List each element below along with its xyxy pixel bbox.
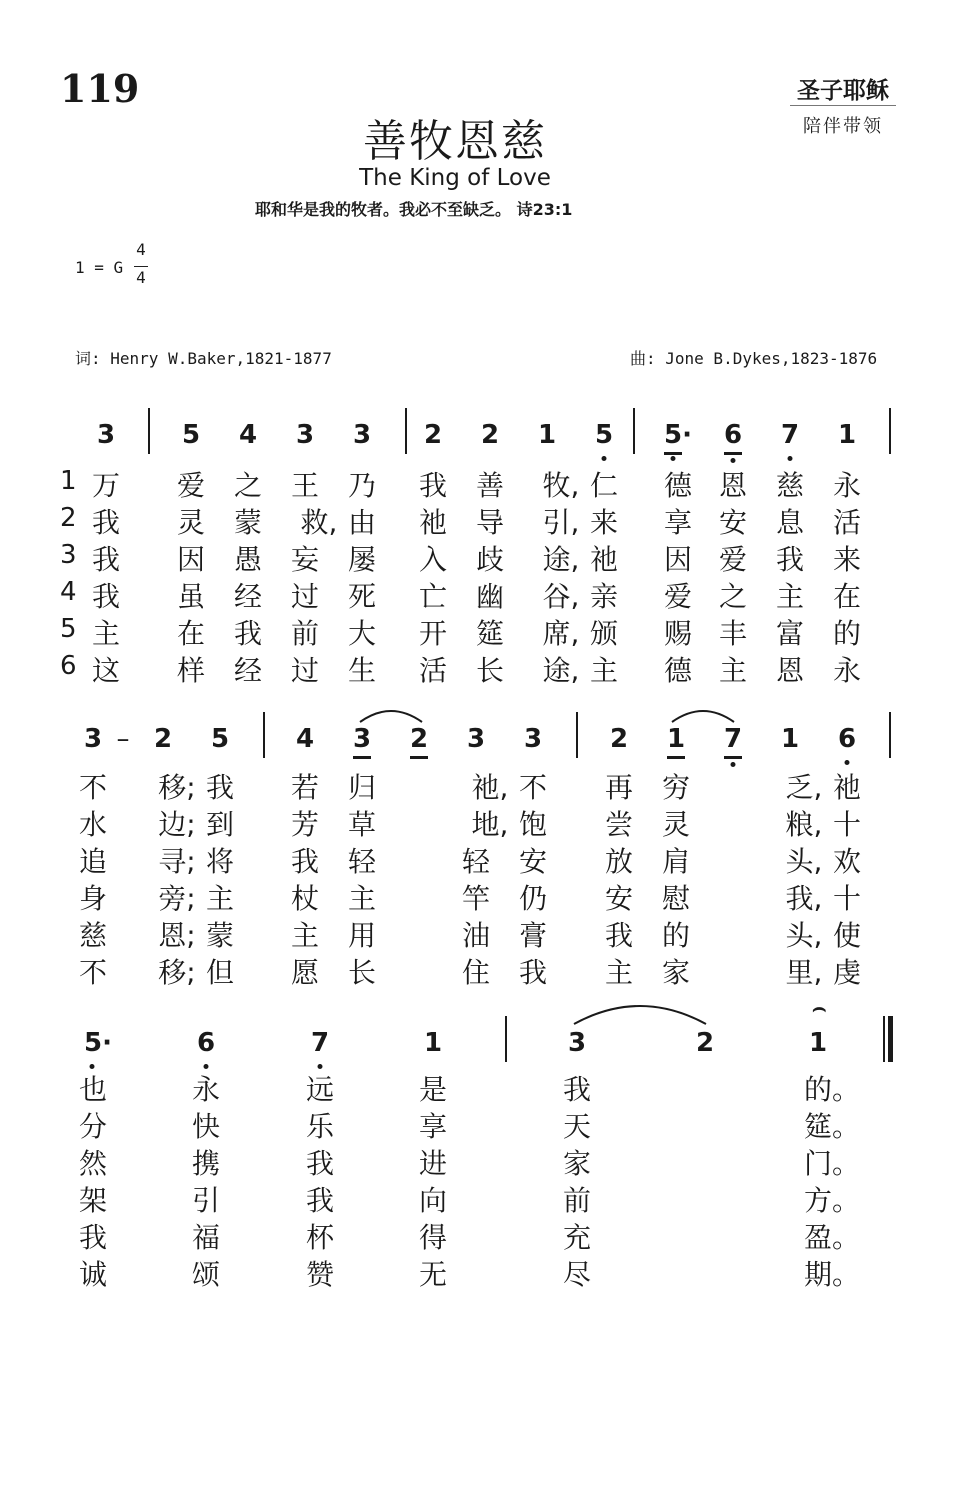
subcategory-label: 陪伴带领: [803, 116, 883, 137]
underline-half-beat: [664, 452, 682, 455]
lyric-syllable: 引,: [542, 506, 580, 539]
lyric-syllable: 赞: [305, 1258, 335, 1291]
lyric-syllable: 入: [418, 543, 448, 576]
barline: [576, 712, 578, 758]
lyric-syllable: 不: [518, 771, 548, 804]
underline-half-beat: [353, 756, 371, 759]
note: 1: [537, 420, 557, 450]
lyric-syllable: 仍: [518, 882, 548, 915]
lyric-syllable: 愚: [233, 543, 263, 576]
lyric-syllable: 主: [290, 919, 320, 952]
lyric-syllable: 乏,: [785, 771, 823, 804]
lyric-syllable: 长: [347, 956, 377, 989]
lyric-syllable: 但: [205, 956, 235, 989]
lyric-syllable: 丰: [718, 617, 748, 650]
lyric-syllable: 爱: [718, 543, 748, 576]
note: 1: [666, 724, 686, 754]
lyric-syllable: 祂: [832, 771, 862, 804]
time-signature-line: [134, 266, 148, 267]
lyric-syllable: 慈: [775, 469, 805, 502]
low-octave-dot: [788, 456, 793, 461]
lyric-syllable: 我: [233, 617, 263, 650]
lyric-syllable: 旁;: [158, 882, 196, 915]
lyric-syllable: 爱: [176, 469, 206, 502]
note: 4: [295, 724, 315, 754]
note: 2: [609, 724, 629, 754]
low-octave-dot: [671, 456, 676, 461]
lyric-syllable: 妄: [290, 543, 320, 576]
lyric-syllable: 亡: [418, 580, 448, 613]
lyric-syllable: 架: [78, 1184, 108, 1217]
lyric-syllable: 再: [604, 771, 634, 804]
slur: [668, 704, 738, 724]
underline-half-beat: [667, 756, 685, 759]
note: 5: [181, 420, 201, 450]
note: 5·: [84, 1028, 112, 1058]
lyric-syllable: 我: [78, 1221, 108, 1254]
lyric-syllable: 途,: [542, 654, 580, 687]
verse-number: 4: [60, 577, 77, 607]
lyric-syllable: 恩: [718, 469, 748, 502]
lyric-syllable: 过: [290, 580, 320, 613]
lyric-syllable: 富: [775, 617, 805, 650]
low-octave-dot: [845, 760, 850, 765]
lyric-syllable: 祂,: [471, 771, 509, 804]
barline: [148, 408, 150, 454]
lyric-syllable: 将: [205, 845, 235, 878]
hymn-title-english: The King of Love: [359, 165, 551, 191]
lyric-syllable: 得: [418, 1221, 448, 1254]
lyric-syllable: 轻: [347, 845, 377, 878]
lyric-syllable: 方。: [803, 1184, 861, 1217]
lyric-syllable: 救,: [300, 506, 338, 539]
lyric-syllable: 归: [347, 771, 377, 804]
lyric-syllable: 分: [78, 1110, 108, 1143]
lyric-syllable: 穷: [661, 771, 691, 804]
note: 4: [238, 420, 258, 450]
lyric-syllable: 德: [663, 654, 693, 687]
lyric-syllable: 向: [418, 1184, 448, 1217]
lyricist-credit: 词: Henry W.Baker,1821-1877: [75, 349, 332, 368]
lyric-syllable: 祂: [418, 506, 448, 539]
lyric-syllable: 来: [589, 506, 619, 539]
lyric-syllable: 无: [418, 1258, 448, 1291]
fermata-icon: ⌢: [812, 996, 827, 1021]
lyric-syllable: 我: [290, 845, 320, 878]
lyric-syllable: 杖: [290, 882, 320, 915]
lyric-syllable: 膏: [518, 919, 548, 952]
note: 1: [780, 724, 800, 754]
lyric-syllable: 虔: [832, 956, 862, 989]
barline: [889, 408, 891, 454]
lyric-syllable: 杯: [305, 1221, 335, 1254]
note: 3: [295, 420, 315, 450]
lyric-syllable: 主: [589, 654, 619, 687]
category-divider: [790, 105, 896, 106]
lyric-syllable: 家: [562, 1147, 592, 1180]
lyric-syllable: 长: [475, 654, 505, 687]
lyric-syllable: 死: [347, 580, 377, 613]
note: 5: [594, 420, 614, 450]
note: 2: [423, 420, 443, 450]
lyric-syllable: 歧: [475, 543, 505, 576]
lyric-syllable: 这: [91, 654, 121, 687]
dash-hold: –: [116, 724, 130, 754]
lyric-syllable: 十: [832, 882, 862, 915]
low-octave-dot: [731, 458, 736, 463]
slur: [356, 704, 426, 724]
lyric-syllable: 头,: [785, 845, 823, 878]
lyric-syllable: 筵: [475, 617, 505, 650]
lyric-syllable: 追: [78, 845, 108, 878]
final-barline-thin: [883, 1016, 885, 1062]
lyric-syllable: 爱: [663, 580, 693, 613]
music-line-1: [0, 420, 955, 466]
lyric-syllable: 尽: [562, 1258, 592, 1291]
lyric-syllable: 寻;: [158, 845, 196, 878]
barline: [263, 712, 265, 758]
lyric-syllable: 引: [191, 1184, 221, 1217]
lyric-syllable: 享: [418, 1110, 448, 1143]
lyric-syllable: 主: [775, 580, 805, 613]
composer-credit: 曲: Jone B.Dykes,1823-1876: [630, 349, 878, 368]
note: 1: [837, 420, 857, 450]
note: 3: [96, 420, 116, 450]
verse-number: 1: [60, 466, 77, 496]
lyric-syllable: 携: [191, 1147, 221, 1180]
lyric-syllable: 我: [305, 1147, 335, 1180]
hymn-number: 119: [60, 66, 140, 111]
lyric-syllable: 灵: [176, 506, 206, 539]
underline-half-beat: [410, 756, 428, 759]
note: 3: [352, 724, 372, 754]
barline: [405, 408, 407, 454]
note: 3: [466, 724, 486, 754]
low-octave-dot: [602, 456, 607, 461]
lyric-syllable: 乐: [305, 1110, 335, 1143]
music-line-2: [0, 724, 955, 770]
lyric-syllable: 谷,: [542, 580, 580, 613]
lyric-syllable: 草: [347, 808, 377, 841]
lyric-syllable: 安: [718, 506, 748, 539]
lyric-syllable: 期。: [803, 1258, 861, 1291]
lyric-syllable: 诚: [78, 1258, 108, 1291]
note: 3: [83, 724, 103, 754]
lyric-syllable: 席,: [542, 617, 580, 650]
lyric-syllable: 粮,: [785, 808, 823, 841]
category-label: 圣子耶稣: [797, 78, 889, 104]
note: 2: [153, 724, 173, 754]
note: 6: [196, 1028, 216, 1058]
lyric-syllable: 轻: [461, 845, 491, 878]
lyric-syllable: 用: [347, 919, 377, 952]
underline-half-beat: [724, 452, 742, 455]
lyric-syllable: 之: [233, 469, 263, 502]
note: 5·: [664, 420, 692, 450]
lyric-syllable: 移;: [158, 956, 196, 989]
lyric-syllable: 安: [604, 882, 634, 915]
note: 7: [780, 420, 800, 450]
lyric-syllable: 若: [290, 771, 320, 804]
lyric-syllable: 途,: [542, 543, 580, 576]
note: 1: [808, 1028, 828, 1058]
note: 6: [837, 724, 857, 754]
note: 7: [310, 1028, 330, 1058]
lyric-syllable: 快: [191, 1110, 221, 1143]
lyric-syllable: 远: [305, 1073, 335, 1106]
lyric-syllable: 由: [347, 506, 377, 539]
lyric-syllable: 我: [562, 1073, 592, 1106]
barline: [889, 712, 891, 758]
lyric-syllable: 永: [832, 469, 862, 502]
scripture-reference: 耶和华是我的牧者。我必不至缺乏。 诗23:1: [255, 200, 573, 219]
lyric-syllable: 我,: [785, 882, 823, 915]
lyric-syllable: 我: [205, 771, 235, 804]
lyric-syllable: 屡: [347, 543, 377, 576]
lyric-syllable: 主: [347, 882, 377, 915]
lyric-syllable: 慰: [661, 882, 691, 915]
lyric-syllable: 在: [832, 580, 862, 613]
lyric-syllable: 饱: [518, 808, 548, 841]
lyric-syllable: 灵: [661, 808, 691, 841]
time-signature-bottom: 4: [136, 268, 146, 287]
lyric-syllable: 不: [78, 771, 108, 804]
lyric-syllable: 边;: [158, 808, 196, 841]
lyric-syllable: 蒙: [205, 919, 235, 952]
lyric-syllable: 愿: [290, 956, 320, 989]
lyric-syllable: 乃: [347, 469, 377, 502]
lyric-syllable: 颁: [589, 617, 619, 650]
lyric-syllable: 的: [661, 919, 691, 952]
lyric-syllable: 蒙: [233, 506, 263, 539]
lyric-syllable: 活: [418, 654, 448, 687]
lyric-syllable: 过: [290, 654, 320, 687]
lyric-syllable: 尝: [604, 808, 634, 841]
verse-number: 5: [60, 614, 77, 644]
lyric-syllable: 主: [91, 617, 121, 650]
note: 3: [352, 420, 372, 450]
lyric-syllable: 善: [475, 469, 505, 502]
lyric-syllable: 安: [518, 845, 548, 878]
lyric-syllable: 充: [562, 1221, 592, 1254]
lyric-syllable: 地,: [471, 808, 509, 841]
underline-half-beat: [724, 756, 742, 759]
lyric-syllable: 颂: [191, 1258, 221, 1291]
lyric-syllable: 主: [604, 956, 634, 989]
lyric-syllable: 赐: [663, 617, 693, 650]
lyric-syllable: 家: [661, 956, 691, 989]
lyric-syllable: 也: [78, 1073, 108, 1106]
lyric-syllable: 息: [775, 506, 805, 539]
lyric-syllable: 永: [832, 654, 862, 687]
lyric-syllable: 恩;: [158, 919, 196, 952]
lyric-syllable: 经: [233, 580, 263, 613]
low-octave-dot: [731, 762, 736, 767]
lyric-syllable: 前: [562, 1184, 592, 1217]
lyric-syllable: 十: [832, 808, 862, 841]
note: 3: [567, 1028, 587, 1058]
lyric-syllable: 主: [718, 654, 748, 687]
lyric-syllable: 筵。: [803, 1110, 861, 1143]
verse-number: 2: [60, 503, 77, 533]
lyric-syllable: 我: [775, 543, 805, 576]
lyric-syllable: 身: [78, 882, 108, 915]
lyric-syllable: 移;: [158, 771, 196, 804]
lyric-syllable: 享: [663, 506, 693, 539]
lyric-syllable: 样: [176, 654, 206, 687]
lyric-syllable: 德: [663, 469, 693, 502]
lyric-syllable: 不: [78, 956, 108, 989]
lyric-syllable: 在: [176, 617, 206, 650]
lyric-syllable: 慈: [78, 919, 108, 952]
lyric-syllable: 竿: [461, 882, 491, 915]
lyric-syllable: 到: [205, 808, 235, 841]
barline: [633, 408, 635, 454]
lyric-syllable: 开: [418, 617, 448, 650]
verse-number: 3: [60, 540, 77, 570]
note: 7: [723, 724, 743, 754]
lyric-syllable: 住: [461, 956, 491, 989]
note: 1: [423, 1028, 443, 1058]
final-barline-thick: [888, 1016, 893, 1062]
time-signature-top: 4: [136, 240, 146, 259]
note: 2: [409, 724, 429, 754]
note: 6: [723, 420, 743, 450]
lyric-syllable: 盈。: [803, 1221, 861, 1254]
note: 2: [695, 1028, 715, 1058]
lyric-syllable: 肩: [661, 845, 691, 878]
lyric-syllable: 是: [418, 1073, 448, 1106]
lyric-syllable: 前: [290, 617, 320, 650]
lyric-syllable: 我: [91, 543, 121, 576]
lyric-syllable: 来: [832, 543, 862, 576]
lyric-syllable: 经: [233, 654, 263, 687]
lyric-syllable: 然: [78, 1147, 108, 1180]
lyric-syllable: 祂: [589, 543, 619, 576]
lyric-syllable: 我: [604, 919, 634, 952]
lyric-syllable: 我: [91, 580, 121, 613]
lyric-syllable: 我: [518, 956, 548, 989]
lyric-syllable: 水: [78, 808, 108, 841]
lyric-syllable: 万: [91, 469, 121, 502]
lyric-syllable: 进: [418, 1147, 448, 1180]
lyric-syllable: 的。: [803, 1073, 861, 1106]
lyric-syllable: 因: [176, 543, 206, 576]
lyric-syllable: 牧,: [542, 469, 580, 502]
lyric-syllable: 活: [832, 506, 862, 539]
lyric-syllable: 我: [91, 506, 121, 539]
lyric-syllable: 生: [347, 654, 377, 687]
lyric-syllable: 仁: [589, 469, 619, 502]
note: 2: [480, 420, 500, 450]
lyric-syllable: 导: [475, 506, 505, 539]
lyric-syllable: 我: [418, 469, 448, 502]
lyric-syllable: 芳: [290, 808, 320, 841]
slur: [570, 998, 710, 1026]
lyric-syllable: 恩: [775, 654, 805, 687]
lyric-syllable: 虽: [176, 580, 206, 613]
lyric-syllable: 的: [832, 617, 862, 650]
lyric-syllable: 使: [832, 919, 862, 952]
lyric-syllable: 欢: [832, 845, 862, 878]
note: 3: [523, 724, 543, 754]
lyric-syllable: 天: [562, 1110, 592, 1143]
lyric-syllable: 亲: [589, 580, 619, 613]
lyric-syllable: 王: [290, 469, 320, 502]
note: 5: [210, 724, 230, 754]
lyric-syllable: 里,: [785, 956, 823, 989]
hymn-title: 善牧恩慈: [363, 116, 547, 167]
verse-number: 6: [60, 651, 77, 681]
key-signature: 1 = G: [75, 258, 124, 277]
lyric-syllable: 之: [718, 580, 748, 613]
lyric-syllable: 油: [461, 919, 491, 952]
lyric-syllable: 因: [663, 543, 693, 576]
lyric-syllable: 永: [191, 1073, 221, 1106]
lyric-syllable: 大: [347, 617, 377, 650]
lyric-syllable: 头,: [785, 919, 823, 952]
lyric-syllable: 门。: [803, 1147, 861, 1180]
lyric-syllable: 我: [305, 1184, 335, 1217]
lyric-syllable: 福: [191, 1221, 221, 1254]
barline: [505, 1016, 507, 1062]
lyric-syllable: 放: [604, 845, 634, 878]
lyric-syllable: 幽: [475, 580, 505, 613]
lyric-syllable: 主: [205, 882, 235, 915]
